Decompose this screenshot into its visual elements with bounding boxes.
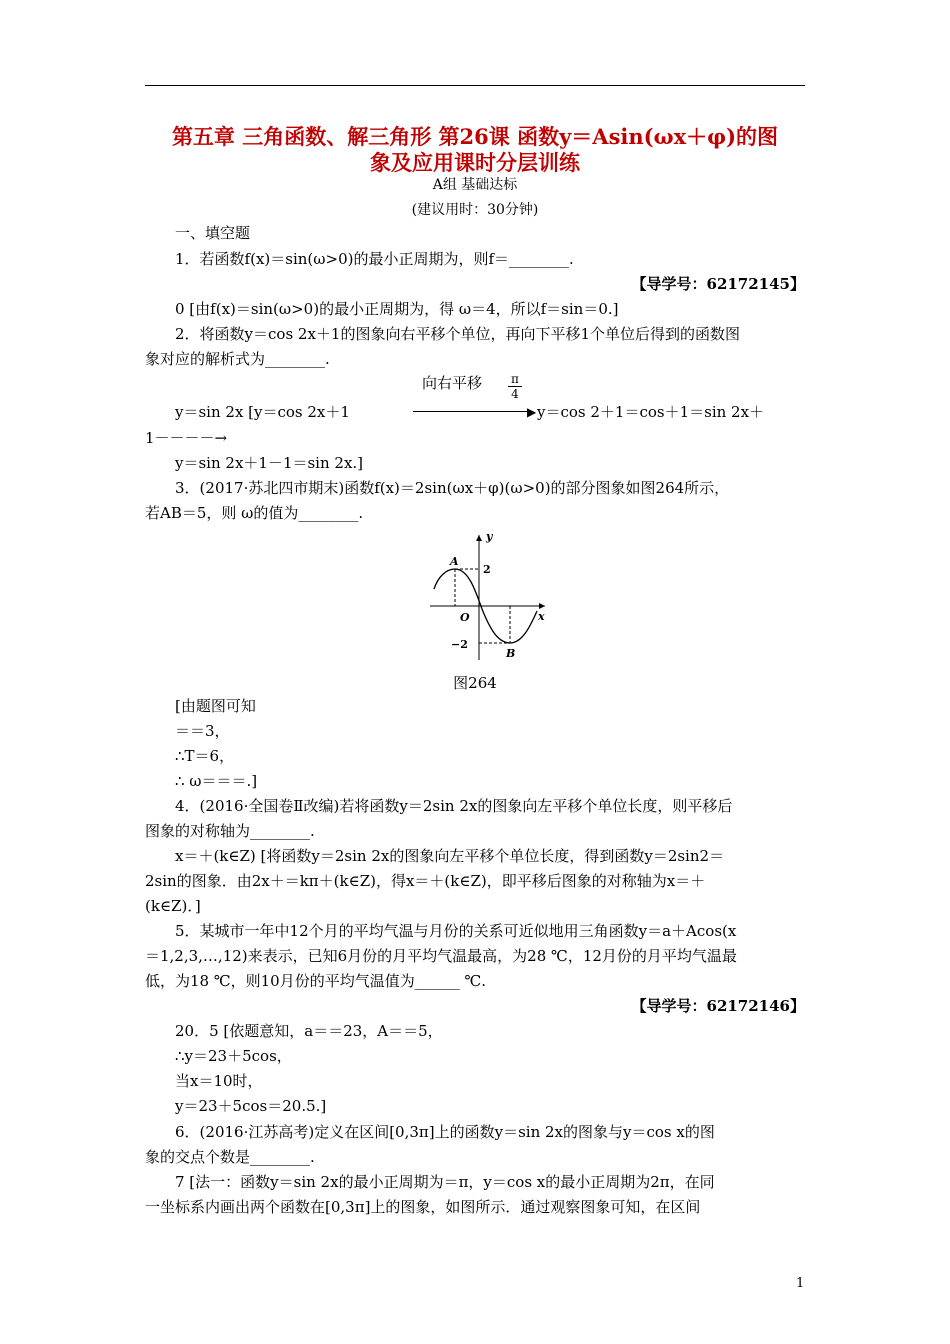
arrow-head-icon: ▶ xyxy=(527,405,537,419)
question-1: 1．若函数f(x)＝sin(ω>0)的最小正周期为，则f＝________. xyxy=(175,250,574,268)
answer-1: 0 [由f(x)＝sin(ω>0)的最小正周期为，得 ω＝4，所以f＝sin＝0.] xyxy=(175,300,619,318)
fraction-numerator: π xyxy=(511,372,519,386)
page-number: 1 xyxy=(796,1276,805,1291)
y-label: y xyxy=(486,530,493,543)
answer-2-mid: y＝cos 2＋1＝cos＋1＝sin 2x＋ xyxy=(537,403,765,421)
section-heading: 一、填空题 xyxy=(175,224,251,242)
guide-number-2: 【导学号：62172146】 xyxy=(631,997,805,1015)
answer-6-line-1: 7 [法一：函数y＝sin 2x的最小正周期为＝π，y＝cos x的最小正周期为2π，在同 xyxy=(175,1173,715,1191)
answer-5-line-1: 20．5 [依题意知，a＝＝23，A＝＝5， xyxy=(175,1022,443,1040)
answer-4-line-3: (k∈Z)．] xyxy=(145,897,201,915)
answer-4-line-1: x＝＋(k∈Z) [将函数y＝2sin 2x的图象向左平移个单位长度，得到函数y＝2sin2＝ xyxy=(175,847,725,865)
group-label: A组 基础达标 xyxy=(432,177,518,193)
answer-5-line-3: 当x＝10时， xyxy=(175,1072,263,1090)
answer-3-line-1: [由题图可知 xyxy=(175,697,256,715)
question-2-cont: 象对应的解析式为________. xyxy=(145,350,330,368)
answer-3-line-4: ∴ ω＝＝＝.] xyxy=(175,772,258,790)
question-6-cont: 象的交点个数是________. xyxy=(145,1148,315,1166)
answer-5-line-4: y＝23＋5cos＝20.5.] xyxy=(175,1097,327,1115)
x-label: x xyxy=(538,610,545,623)
question-4-cont: 图象的对称轴为________. xyxy=(145,822,315,840)
question-5: 5．某城市一年中12个月的平均气温与月份的关系可近似地用三角函数y＝a＋Acos(x xyxy=(175,922,737,940)
question-6: 6．(2016·江苏高考)定义在区间[0,3π]上的函数y＝sin 2x的图象与y＝cos x的图 xyxy=(175,1123,715,1141)
tick-neg-two: −2 xyxy=(451,638,468,651)
question-5-cont-2: 低，为18 ℃，则10月份的平均气温值为______ ℃. xyxy=(145,972,487,990)
answer-2-arrow: 1－－－－→ xyxy=(145,429,228,447)
fraction-denominator: 4 xyxy=(511,387,519,401)
origin-label: O xyxy=(460,611,470,624)
question-3-cont: 若AB＝5，则 ω的值为________. xyxy=(145,504,364,522)
question-4: 4．(2016·全国卷Ⅱ改编)若将函数y＝2sin 2x的图象向左平移个单位长度，则平移后 xyxy=(175,797,733,815)
answer-3-line-3: ∴T＝6， xyxy=(175,747,235,765)
time-hint: (建议用时：30分钟) xyxy=(411,202,539,218)
point-b-label: B xyxy=(506,647,516,660)
point-a-label: A xyxy=(450,555,459,568)
arrow-label: 向右平移 xyxy=(422,374,483,392)
x-axis-arrow-icon xyxy=(539,603,545,609)
question-2: 2．将函数y＝cos 2x＋1的图象向右平移个单位，再向下平移1个单位后得到的函数图 xyxy=(175,325,741,343)
figure-264 xyxy=(430,527,550,662)
answer-2-end: y＝sin 2x＋1－1＝sin 2x.] xyxy=(175,454,364,472)
question-3: 3．(2017·苏北四市期末)函数f(x)＝2sin(ωx＋φ)(ω>0)的部分图象如图264所示， xyxy=(175,479,730,497)
arrow-fraction xyxy=(508,372,522,401)
y-axis-arrow-icon xyxy=(476,535,482,541)
answer-6-line-2: 一坐标系内画出两个函数在[0,3π]上的图象，如图所示．通过观察图象可知，在区间 xyxy=(145,1198,701,1216)
answer-2-start: y＝sin 2x [y＝cos 2x＋1 xyxy=(175,403,350,421)
title-line-2: 象及应用课时分层训练 xyxy=(370,150,580,175)
figure-caption: 图264 xyxy=(453,674,497,692)
tick-two: 2 xyxy=(483,563,491,576)
answer-4-line-2: 2sin的图象．由2x＋＝kπ＋(k∈Z)，得x＝＋(k∈Z)，即平移后图象的对称轴为x＝＋ xyxy=(145,872,706,890)
answer-3-line-2: ＝＝3， xyxy=(175,722,230,740)
question-5-cont-1: ＝1,2,3,…,12)来表示，已知6月份的月平均气温最高，为28 ℃，12月份的月平均气温最 xyxy=(145,947,737,965)
header-rule xyxy=(145,85,805,86)
page-title xyxy=(145,124,805,176)
answer-5-line-2: ∴y＝23＋5cos， xyxy=(175,1047,292,1065)
guide-number-1: 【导学号：62172145】 xyxy=(631,275,805,293)
title-line-1: 第五章 三角函数、解三角形 第26课 函数y＝Asin(ωx＋φ)的图 xyxy=(171,124,779,149)
